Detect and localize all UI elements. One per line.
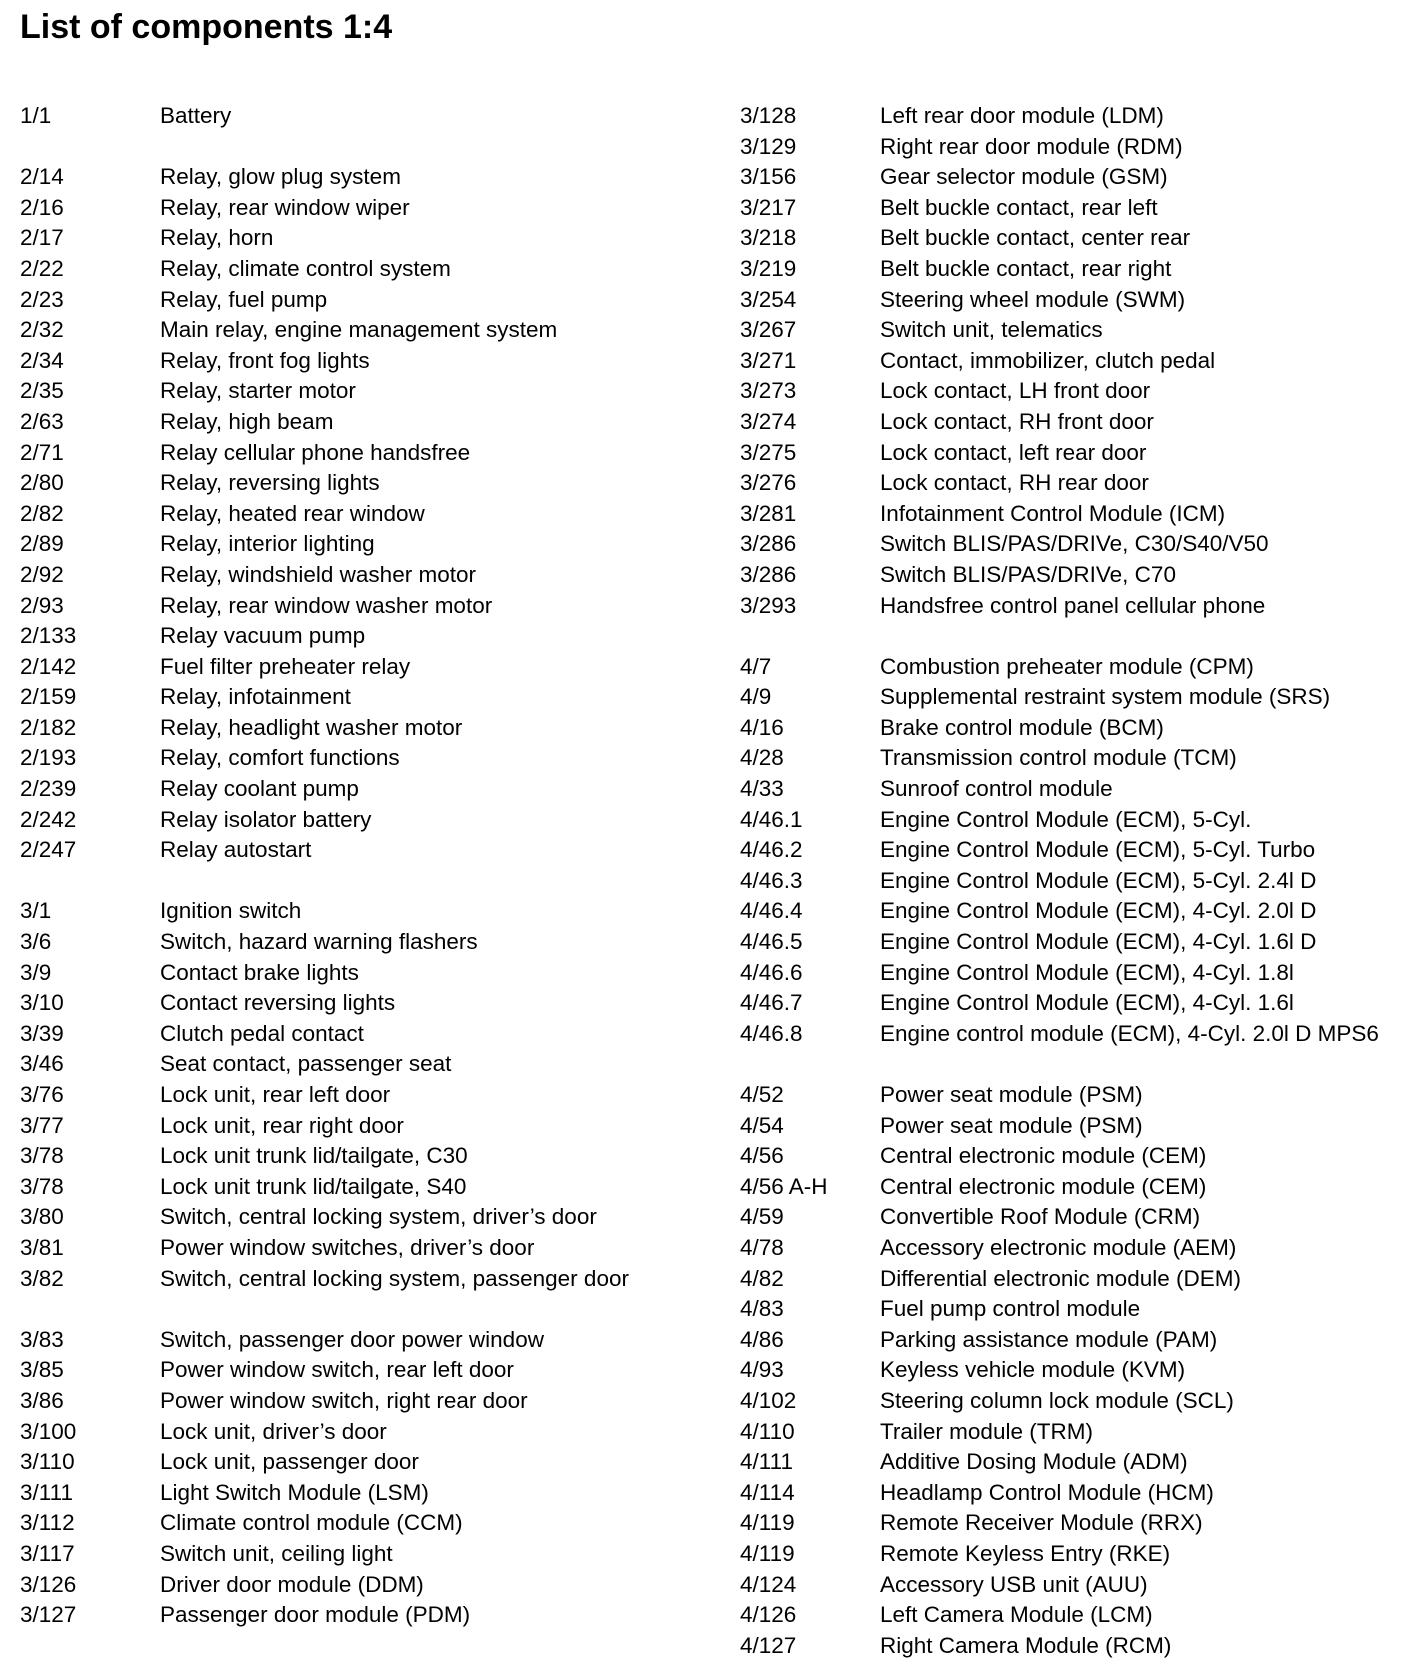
component-row xyxy=(740,1570,1408,1601)
component-row xyxy=(740,193,1408,224)
section-spacer xyxy=(740,621,1408,652)
component-label: Relay autostart xyxy=(160,837,312,863)
component-code: 4/119 xyxy=(740,1510,795,1536)
component-label: Brake control module (BCM) xyxy=(880,714,1164,740)
component-label: Power window switch, rear left door xyxy=(160,1357,514,1383)
component-label: Lock contact, LH front door xyxy=(880,378,1151,404)
component-row xyxy=(740,1019,1408,1080)
component-code: 3/276 xyxy=(740,470,797,496)
component-row xyxy=(740,1141,1408,1172)
left-component-column xyxy=(20,101,700,1631)
component-code: 4/16 xyxy=(740,714,784,740)
component-label: Belt buckle contact, rear left xyxy=(880,194,1158,220)
component-row xyxy=(740,743,1408,774)
component-row xyxy=(740,1355,1408,1386)
component-label: Right rear door module (RDM) xyxy=(880,133,1183,159)
component-code: 3/129 xyxy=(740,133,797,159)
component-row xyxy=(20,376,700,407)
component-row xyxy=(20,407,700,438)
component-code: 2/242 xyxy=(20,806,77,832)
component-code: 1/1 xyxy=(20,103,52,128)
component-row xyxy=(740,1631,1408,1662)
component-row xyxy=(20,1202,700,1233)
component-row xyxy=(740,866,1408,897)
component-code: 4/126 xyxy=(740,1602,797,1628)
component-row xyxy=(20,835,700,866)
component-label: Switch, central locking system, passenger door xyxy=(160,1265,629,1291)
component-label: Fuel pump control module xyxy=(880,1296,1141,1322)
component-row xyxy=(20,1080,700,1111)
component-label: Relay, rear window washer motor xyxy=(160,592,493,618)
component-row xyxy=(740,1233,1408,1264)
component-code: 3/110 xyxy=(20,1449,75,1475)
component-row xyxy=(20,1233,700,1264)
component-code: 3/86 xyxy=(20,1387,64,1413)
component-code: 3/82 xyxy=(20,1265,64,1291)
component-label: Driver door module (DDM) xyxy=(160,1571,424,1597)
component-code: 3/286 xyxy=(740,561,797,587)
component-label: Lock unit trunk lid/tailgate, S40 xyxy=(160,1173,467,1199)
component-row xyxy=(740,101,1408,132)
component-row xyxy=(740,927,1408,958)
component-row xyxy=(740,713,1408,744)
component-label: Power seat module (PSM) xyxy=(880,1082,1143,1107)
component-label: Engine Control Module (ECM), 4-Cyl. 1.8l xyxy=(880,959,1294,985)
component-label: Lock unit, passenger door xyxy=(160,1449,419,1475)
component-label: Engine Control Module (ECM), 4-Cyl. 1.6l xyxy=(880,990,1294,1016)
component-label: Switch unit, ceiling light xyxy=(160,1540,393,1566)
component-code: 3/275 xyxy=(740,439,797,465)
component-row xyxy=(20,805,700,836)
component-row xyxy=(20,346,700,377)
component-row xyxy=(740,315,1408,346)
component-code: 2/93 xyxy=(20,592,64,618)
component-row xyxy=(740,1478,1408,1509)
component-row xyxy=(740,958,1408,989)
component-row xyxy=(20,1570,700,1601)
component-row xyxy=(20,499,700,530)
component-code: 4/46.6 xyxy=(740,959,803,985)
component-label: Relay, windshield washer motor xyxy=(160,561,476,587)
component-row xyxy=(20,1172,700,1203)
component-label: Keyless vehicle module (KVM) xyxy=(880,1357,1186,1383)
component-code: 3/293 xyxy=(740,592,797,618)
component-code: 3/1 xyxy=(20,898,52,924)
component-row xyxy=(740,1417,1408,1448)
component-label: Relay, interior lighting xyxy=(160,531,375,557)
component-row xyxy=(20,1478,700,1509)
component-label: Belt buckle contact, center rear xyxy=(880,225,1191,251)
component-code: 3/39 xyxy=(20,1020,64,1046)
component-code: 3/281 xyxy=(740,500,797,526)
component-row xyxy=(20,927,700,958)
component-label: Left Camera Module (LCM) xyxy=(880,1602,1153,1628)
component-label: Lock contact, RH rear door xyxy=(880,470,1149,496)
component-code: 3/6 xyxy=(20,929,52,955)
component-row xyxy=(740,560,1408,591)
component-row xyxy=(740,132,1408,163)
component-code: 4/93 xyxy=(740,1357,784,1383)
component-label: Relay vacuum pump xyxy=(160,623,366,649)
component-row xyxy=(740,988,1408,1019)
component-label: Central electronic module (CEM) xyxy=(880,1173,1207,1199)
component-row xyxy=(740,285,1408,316)
component-code: 4/83 xyxy=(740,1296,784,1322)
component-code: 4/9 xyxy=(740,684,772,710)
component-row xyxy=(20,988,700,1019)
component-label: Power window switch, right rear door xyxy=(160,1387,528,1413)
component-code: 3/273 xyxy=(740,378,797,404)
component-label: Accessory electronic module (AEM) xyxy=(880,1234,1237,1260)
component-label: Parking assistance module (PAM) xyxy=(880,1326,1218,1352)
component-label: Accessory USB unit (AUU) xyxy=(880,1571,1148,1597)
component-label: Remote Receiver Module (RRX) xyxy=(880,1510,1203,1536)
component-code: 3/81 xyxy=(20,1234,64,1260)
component-row xyxy=(20,1049,700,1080)
component-code: 2/247 xyxy=(20,837,77,863)
component-label: Relay, headlight washer motor xyxy=(160,714,463,740)
component-label: Steering wheel module (SWM) xyxy=(880,286,1186,312)
component-row xyxy=(20,1355,700,1386)
component-row xyxy=(20,438,700,469)
component-code: 2/133 xyxy=(20,623,77,649)
component-row xyxy=(740,591,1408,622)
component-label: Relay isolator battery xyxy=(160,806,372,832)
component-code: 3/254 xyxy=(740,286,797,312)
component-label: Relay, starter motor xyxy=(160,378,356,404)
component-label: Contact, immobilizer, clutch pedal xyxy=(880,347,1216,373)
component-label: Relay, high beam xyxy=(160,408,334,434)
component-label: Engine Control Module (ECM), 5-Cyl. xyxy=(880,806,1252,832)
component-code: 3/128 xyxy=(740,103,797,128)
component-label: Contact brake lights xyxy=(160,959,359,985)
component-label: Engine control module (ECM), 4-Cyl. 2.0l D MPS6 xyxy=(880,1020,1379,1046)
component-code: 4/33 xyxy=(740,776,784,802)
component-row xyxy=(740,1539,1408,1570)
component-code: 4/7 xyxy=(740,653,772,679)
component-row xyxy=(20,1417,700,1448)
component-row xyxy=(20,223,700,254)
component-row xyxy=(740,346,1408,377)
right-component-column xyxy=(740,101,1408,1661)
component-label: Fuel filter preheater relay xyxy=(160,653,411,679)
component-row xyxy=(20,896,700,927)
component-label: Switch BLIS/PAS/DRIVe, C70 xyxy=(880,561,1176,587)
component-row xyxy=(20,743,700,774)
component-label: Steering column lock module (SCL) xyxy=(880,1387,1234,1413)
component-label: Light Switch Module (LSM) xyxy=(160,1479,429,1505)
component-code: 2/35 xyxy=(20,378,64,404)
component-row xyxy=(740,1294,1408,1325)
component-label: Climate control module (CCM) xyxy=(160,1510,463,1536)
component-label: Gear selector module (GSM) xyxy=(880,164,1168,190)
component-code: 3/83 xyxy=(20,1326,64,1352)
component-row xyxy=(740,896,1408,927)
component-row xyxy=(20,1600,700,1631)
component-label: Right Camera Module (RCM) xyxy=(880,1632,1172,1658)
component-label: Relay, horn xyxy=(160,225,274,251)
component-code: 2/32 xyxy=(20,317,64,343)
component-code: 2/82 xyxy=(20,500,64,526)
component-code: 4/46.1 xyxy=(740,806,803,832)
component-code: 3/111 xyxy=(20,1479,73,1505)
component-row xyxy=(740,407,1408,438)
component-code: 4/124 xyxy=(740,1571,797,1597)
component-row xyxy=(20,621,700,652)
component-row xyxy=(740,162,1408,193)
component-row xyxy=(20,1264,700,1325)
component-row xyxy=(20,315,700,346)
component-label: Ignition switch xyxy=(160,898,302,924)
component-code: 3/78 xyxy=(20,1173,64,1199)
component-code: 3/127 xyxy=(20,1602,77,1628)
component-row xyxy=(20,652,700,683)
component-label: Supplemental restraint system module (SRS) xyxy=(880,684,1331,710)
component-label: Trailer module (TRM) xyxy=(880,1418,1093,1444)
component-label: Seat contact, passenger seat xyxy=(160,1051,452,1077)
component-code: 3/78 xyxy=(20,1143,64,1169)
component-label: Differential electronic module (DEM) xyxy=(880,1265,1241,1291)
component-label: Power seat module (PSM) xyxy=(880,1112,1143,1138)
component-code: 3/267 xyxy=(740,317,797,343)
component-code: 4/46.3 xyxy=(740,867,803,893)
page-title: List of components 1:4 xyxy=(20,8,393,46)
component-row xyxy=(20,101,700,132)
component-code: 3/10 xyxy=(20,990,64,1016)
component-code: 2/34 xyxy=(20,347,64,373)
component-label: Relay cellular phone handsfree xyxy=(160,439,471,465)
component-code: 4/78 xyxy=(740,1234,784,1260)
component-row xyxy=(20,1508,700,1539)
component-code: 4/111 xyxy=(740,1449,793,1475)
component-label: Lock unit, rear right door xyxy=(160,1112,404,1138)
component-label: Engine Control Module (ECM), 5-Cyl. Turbo xyxy=(880,837,1316,863)
component-label: Switch, central locking system, driver’s door xyxy=(160,1204,597,1230)
component-label: Switch, passenger door power window xyxy=(160,1326,544,1352)
component-row xyxy=(740,438,1408,469)
component-label: Lock unit, rear left door xyxy=(160,1082,391,1107)
component-row xyxy=(20,1447,700,1478)
component-row xyxy=(20,162,700,193)
component-code: 3/274 xyxy=(740,408,797,434)
component-code: 2/71 xyxy=(20,439,64,465)
component-label: Handsfree control panel cellular phone xyxy=(880,592,1266,618)
component-label: Relay, infotainment xyxy=(160,684,351,710)
section-spacer xyxy=(20,866,700,897)
component-row xyxy=(20,254,700,285)
component-label: Additive Dosing Module (ADM) xyxy=(880,1449,1188,1475)
component-code: 4/59 xyxy=(740,1204,784,1230)
component-code: 2/182 xyxy=(20,714,77,740)
component-code: 4/28 xyxy=(740,745,784,771)
component-code: 3/77 xyxy=(20,1112,64,1138)
component-label: Power window switches, driver’s door xyxy=(160,1234,535,1260)
component-row xyxy=(20,713,700,744)
component-row xyxy=(740,254,1408,285)
component-row xyxy=(740,835,1408,866)
component-label: Central electronic module (CEM) xyxy=(880,1143,1207,1169)
component-label: Engine Control Module (ECM), 4-Cyl. 2.0l D xyxy=(880,898,1317,924)
component-code: 2/89 xyxy=(20,531,64,557)
component-row xyxy=(740,1386,1408,1417)
component-code: 2/23 xyxy=(20,286,64,312)
component-code: 4/119 xyxy=(740,1540,795,1566)
component-code: 2/22 xyxy=(20,255,64,281)
component-code: 2/63 xyxy=(20,408,64,434)
component-label: Infotainment Control Module (ICM) xyxy=(880,500,1226,526)
component-label: Main relay, engine management system xyxy=(160,317,558,343)
component-code: 3/80 xyxy=(20,1204,64,1230)
component-row xyxy=(740,499,1408,530)
component-code: 3/217 xyxy=(740,194,797,220)
component-code: 4/127 xyxy=(740,1632,797,1658)
component-row xyxy=(20,774,700,805)
component-label: Left rear door module (LDM) xyxy=(880,103,1164,128)
component-code: 3/112 xyxy=(20,1510,75,1536)
component-label: Switch unit, telematics xyxy=(880,317,1103,343)
component-label: Battery xyxy=(160,103,232,128)
component-row xyxy=(740,1202,1408,1233)
component-code: 4/82 xyxy=(740,1265,784,1291)
section-spacer xyxy=(20,132,700,163)
component-row xyxy=(20,529,700,560)
component-row xyxy=(20,1325,700,1356)
component-row xyxy=(740,529,1408,560)
component-row xyxy=(740,223,1408,254)
component-code: 4/114 xyxy=(740,1479,795,1505)
component-code: 3/126 xyxy=(20,1571,77,1597)
component-code: 4/110 xyxy=(740,1418,795,1444)
component-label: Relay, glow plug system xyxy=(160,164,401,190)
component-label: Lock unit, driver’s door xyxy=(160,1418,387,1444)
component-code: 3/46 xyxy=(20,1051,64,1077)
component-label: Headlamp Control Module (HCM) xyxy=(880,1479,1214,1505)
component-row xyxy=(740,652,1408,683)
component-code: 3/156 xyxy=(740,164,797,190)
component-label: Engine Control Module (ECM), 5-Cyl. 2.4l D xyxy=(880,867,1317,893)
component-label: Clutch pedal contact xyxy=(160,1020,364,1046)
component-row xyxy=(20,682,700,713)
component-code: 2/14 xyxy=(20,164,64,190)
component-row xyxy=(740,1080,1408,1111)
component-label: Relay, heated rear window xyxy=(160,500,425,526)
component-label: Switch BLIS/PAS/DRIVe, C30/S40/V50 xyxy=(880,531,1269,557)
component-code: 3/117 xyxy=(20,1540,75,1566)
component-row xyxy=(740,682,1408,713)
component-code: 4/102 xyxy=(740,1387,797,1413)
component-code: 2/16 xyxy=(20,194,64,220)
component-code: 3/219 xyxy=(740,255,797,281)
component-code: 3/286 xyxy=(740,531,797,557)
component-label: Belt buckle contact, rear right xyxy=(880,255,1172,281)
component-code: 2/142 xyxy=(20,653,77,679)
component-row xyxy=(20,1539,700,1570)
component-label: Relay, fuel pump xyxy=(160,286,328,312)
component-code: 2/92 xyxy=(20,561,64,587)
component-row xyxy=(740,376,1408,407)
component-label: Contact reversing lights xyxy=(160,990,396,1016)
component-label: Combustion preheater module (CPM) xyxy=(880,653,1254,679)
component-row xyxy=(20,591,700,622)
component-code: 4/52 xyxy=(740,1082,784,1107)
component-row xyxy=(740,774,1408,805)
component-code: 4/56 xyxy=(740,1143,784,1169)
component-code: 3/85 xyxy=(20,1357,64,1383)
component-code: 2/80 xyxy=(20,470,64,496)
component-row xyxy=(20,1141,700,1172)
component-row xyxy=(740,1600,1408,1631)
component-code: 2/193 xyxy=(20,745,77,771)
component-label: Lock contact, RH front door xyxy=(880,408,1154,434)
component-label: Sunroof control module xyxy=(880,776,1113,802)
component-row xyxy=(20,468,700,499)
component-label: Lock contact, left rear door xyxy=(880,439,1147,465)
component-row xyxy=(740,805,1408,836)
component-code: 2/159 xyxy=(20,684,77,710)
component-label: Relay coolant pump xyxy=(160,776,359,802)
component-code: 4/54 xyxy=(740,1112,784,1138)
component-label: Relay, climate control system xyxy=(160,255,451,281)
component-label: Lock unit trunk lid/tailgate, C30 xyxy=(160,1143,468,1169)
component-code: 2/17 xyxy=(20,225,64,251)
component-code: 3/100 xyxy=(20,1418,77,1444)
component-code: 4/56 A-H xyxy=(740,1173,828,1199)
component-code: 3/76 xyxy=(20,1082,64,1107)
component-row xyxy=(20,958,700,989)
component-row xyxy=(740,1447,1408,1478)
component-code: 4/46.8 xyxy=(740,1020,803,1046)
component-label: Relay, reversing lights xyxy=(160,470,380,496)
component-code: 4/86 xyxy=(740,1326,784,1352)
component-label: Passenger door module (PDM) xyxy=(160,1602,471,1628)
component-row xyxy=(740,1111,1408,1142)
component-label: Engine Control Module (ECM), 4-Cyl. 1.6l D xyxy=(880,929,1317,955)
component-label: Remote Keyless Entry (RKE) xyxy=(880,1540,1171,1566)
component-label: Relay, front fog lights xyxy=(160,347,370,373)
component-label: Relay, rear window wiper xyxy=(160,194,410,220)
component-code: 3/9 xyxy=(20,959,52,985)
component-row xyxy=(740,1325,1408,1356)
component-row xyxy=(20,285,700,316)
component-code: 3/271 xyxy=(740,347,797,373)
component-row xyxy=(20,1386,700,1417)
component-row xyxy=(740,1264,1408,1295)
component-row xyxy=(20,1019,700,1050)
component-code: 3/218 xyxy=(740,225,797,251)
component-row xyxy=(740,1508,1408,1539)
component-row xyxy=(740,468,1408,499)
component-label: Convertible Roof Module (CRM) xyxy=(880,1204,1201,1230)
component-row xyxy=(20,560,700,591)
component-code: 2/239 xyxy=(20,776,77,802)
component-row xyxy=(740,1172,1408,1203)
component-code: 4/46.5 xyxy=(740,929,803,955)
component-label: Transmission control module (TCM) xyxy=(880,745,1237,771)
component-code: 4/46.2 xyxy=(740,837,803,863)
component-row xyxy=(20,193,700,224)
component-row xyxy=(20,1111,700,1142)
component-label: Relay, comfort functions xyxy=(160,745,400,771)
component-code: 4/46.4 xyxy=(740,898,803,924)
component-code: 4/46.7 xyxy=(740,990,803,1016)
component-label: Switch, hazard warning flashers xyxy=(160,929,478,955)
